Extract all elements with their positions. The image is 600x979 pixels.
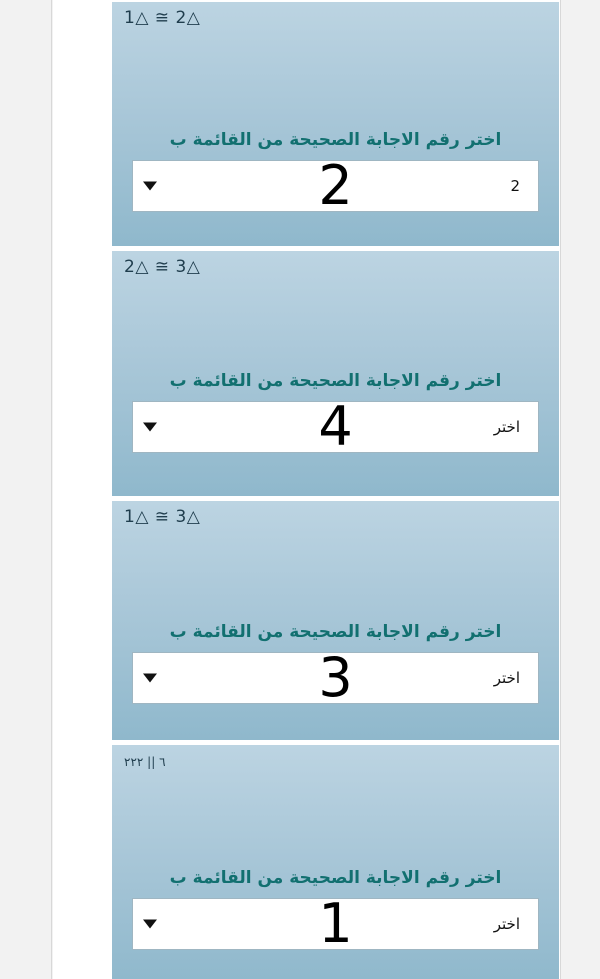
question-header [112,2,559,30]
question-card-list [111,0,560,979]
question-header [112,501,559,529]
chevron-down-icon[interactable] [143,182,157,191]
answer-select-row [132,154,539,217]
chevron-down-icon[interactable] [143,920,157,929]
page-content [53,0,560,979]
answer-select[interactable] [132,646,539,709]
question-prompt: اختر رقم الاجابة الصحيحة من القائمة ب [169,622,502,642]
answer-number-overlay: 2 [318,154,353,217]
question-header [112,251,559,279]
question-header [112,745,559,773]
answer-select-row [132,892,539,955]
answer-select-value: اختر [493,915,520,933]
question-prompt: اختر رقم الاجابة الصحيحة من القائمة ب [169,868,502,888]
answer-select-row [132,646,539,709]
question-prompt: اختر رقم الاجابة الصحيحة من القائمة ب [169,130,502,150]
answer-select-value: 2 [510,177,520,195]
answer-number-overlay: 1 [318,892,353,955]
chevron-down-icon[interactable] [143,674,157,683]
answer-number-overlay: 3 [318,646,353,709]
answer-select-row [132,395,539,458]
question-header-text: ٦ || ٢٢٢ [124,755,166,769]
answer-select[interactable] [132,154,539,217]
answer-select-value: اختر [493,669,520,687]
chevron-down-icon[interactable] [143,423,157,432]
page-gutter-right [560,0,600,979]
question-card [111,0,560,247]
page-gutter-left [0,0,52,979]
question-header-text: 1△ ≅ 2△ [124,8,201,28]
question-card [111,499,560,741]
question-card [111,743,560,979]
question-header-text: 2△ ≅ 3△ [124,257,201,277]
answer-select[interactable] [132,395,539,458]
question-card [111,249,560,497]
question-prompt: اختر رقم الاجابة الصحيحة من القائمة ب [169,371,502,391]
question-header-text: 1△ ≅ 3△ [124,507,201,527]
answer-number-overlay: 4 [318,395,353,458]
answer-select-value: اختر [493,418,520,436]
answer-select[interactable] [132,892,539,955]
